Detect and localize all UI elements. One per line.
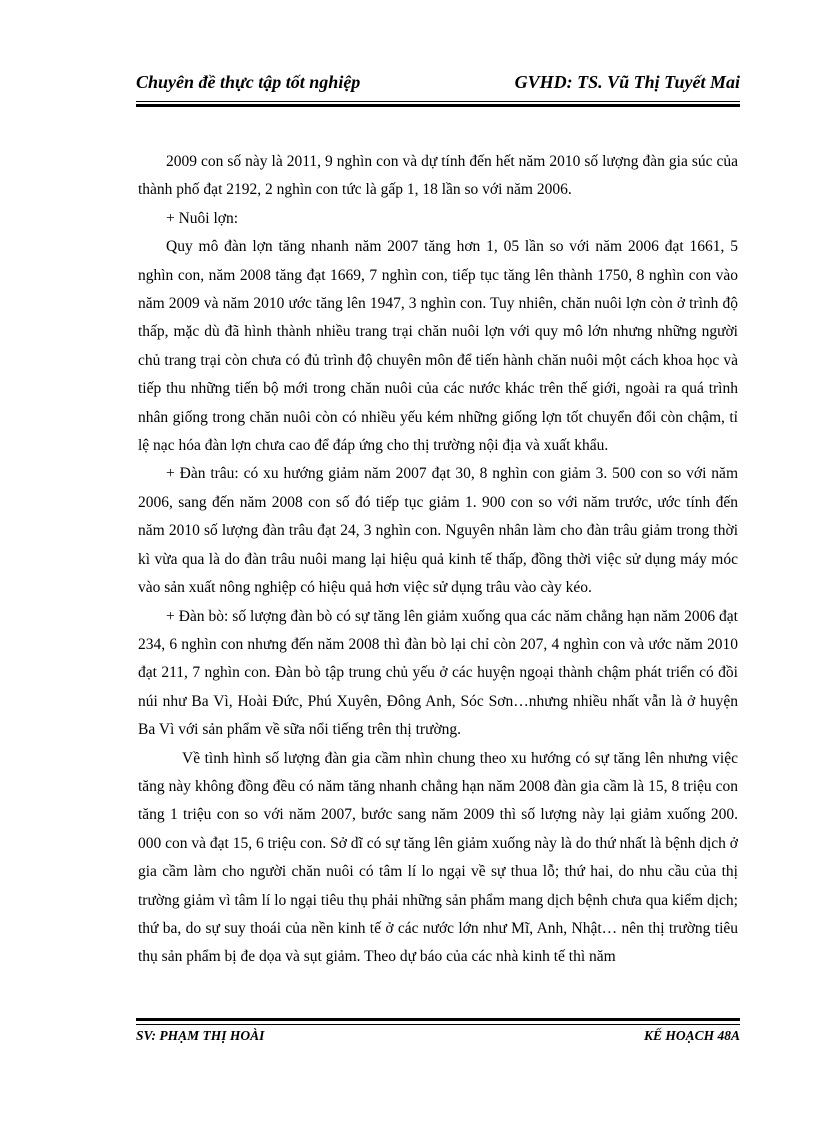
page-header	[136, 72, 740, 100]
paragraph-buffalo: + Đàn trâu: có xu hướng giảm năm 2007 đạt 30, 8 nghìn con giảm 3. 500 con so với năm 2006, sang đến năm 2008 con số đó tiếp tục giảm 1. 900 con so với năm trước, ước tính đến năm 2010 số lượng đàn trâu đạt 24, 3 nghìn con. Nguyên nhân làm cho đàn trâu giảm trong thời kì vừa qua là do đàn trâu nuôi mang lại hiệu quả kinh tế thấp, đồng thời việc sử dụng máy móc vào sản xuất nông nghiệp có hiệu quả hơn việc sử dụng trâu vào cày kéo.	[138, 465, 738, 597]
paragraph-cattle: + Đàn bò: số lượng đàn bò có sự tăng lên giảm xuống qua các năm chẳng hạn năm 2006 đạt 234, 6 nghìn con nhưng đến năm 2008 thì đàn bò lại chỉ còn 207, 4 nghìn con và ước năm 2010 đạt 211, 7 nghìn con. Đàn bò tập trung chủ yếu ở các huyện ngoại thành chậm phát triển có đồi núi như Ba Vì, Hoài Đức, Phú Xuyên, Đông Anh, Sóc Sơn…nhưng nhiều nhất vẫn là ở huyện Ba Vì với sản phẩm về sữa nổi tiếng trên thị trường.	[138, 607, 738, 739]
header-rule-thick	[136, 104, 740, 107]
header-advisor: GVHD: TS. Vũ Thị Tuyết Mai	[514, 72, 740, 92]
paragraph-pig-heading: + Nuôi lợn:	[166, 209, 239, 227]
header-rule-thin	[136, 101, 740, 102]
footer-student: SV: PHẠM THỊ HOÀI	[136, 1028, 265, 1043]
paragraph-livestock-total: 2009 con số này là 2011, 9 nghìn con và dự tính đến hết năm 2010 số lượng đàn gia súc của thành phố đạt 2192, 2 nghìn con tức là gấp 1, 18 lần so với năm 2006.	[138, 153, 738, 199]
footer-class: KẾ HOẠCH 48A	[643, 1028, 740, 1043]
page-footer	[136, 1028, 740, 1052]
footer-rule-thin	[136, 1024, 740, 1025]
header-title: Chuyên đề thực tập tốt nghiệp	[136, 72, 361, 92]
paragraph-poultry: Về tình hình số lượng đàn gia cầm nhìn chung theo xu hướng có sự tăng lên nhưng việc tăng này không đồng đều có năm tăng nhanh chẳng hạn năm 2008 đàn gia cầm là 15, 8 triệu con tăng 1 triệu con so với năm 2007, bước sang năm 2009 thì số lượng này lại giảm xuống 200. 000 con và đạt 15, 6 triệu con. Sở dĩ có sự tăng lên giảm xuống này là do thứ nhất là bệnh dịch ở gia cầm làm cho người chăn nuôi có tâm lí lo ngại về sự thua lỗ; thứ hai, do nhu cầu của thị trường giảm vì tâm lí lo ngại tiêu thụ phải những sản phẩm mang dịch bệnh chưa qua kiểm dịch; thứ ba, do sự suy thoái của nền kinh tế ở các nước lớn như Mĩ, Anh, Nhật… nên thị trường tiêu thụ sản phẩm bị đe dọa và sụt giảm. Theo dự báo của các nhà kinh tế thì năm	[138, 749, 738, 966]
paragraph-pig-farming: Quy mô đàn lợn tăng nhanh năm 2007 tăng hơn 1, 05 lần so với năm 2006 đạt 1661, 5 nghìn con, năm 2008 tăng đạt 1669, 7 nghìn con, tiếp tục tăng lên thành 1750, 8 nghìn con vào năm 2009 và năm 2010 ước tăng lên 1947, 3 nghìn con. Tuy nhiên, chăn nuôi lợn còn ở trình độ thấp, mặc dù đã hình thành nhiều trang trại chăn nuôi lợn với quy mô lớn nhưng những người chủ trang trại còn chưa có đủ trình độ chuyên môn để tiến hành chăn nuôi một cách khoa học và tiếp thu những tiến bộ mới trong chăn nuôi của các nước khác trên thế giới, ngoài ra quá trình nhân giống trong chăn nuôi còn có nhiều yếu kém những giống lợn tốt chuyển đổi còn chậm, tỉ lệ nạc hóa đàn lợn chưa cao để đáp ứng cho thị trường nội địa và xuất khẩu.	[138, 238, 738, 455]
footer-rule-thick	[136, 1018, 740, 1021]
page-body	[138, 148, 738, 972]
